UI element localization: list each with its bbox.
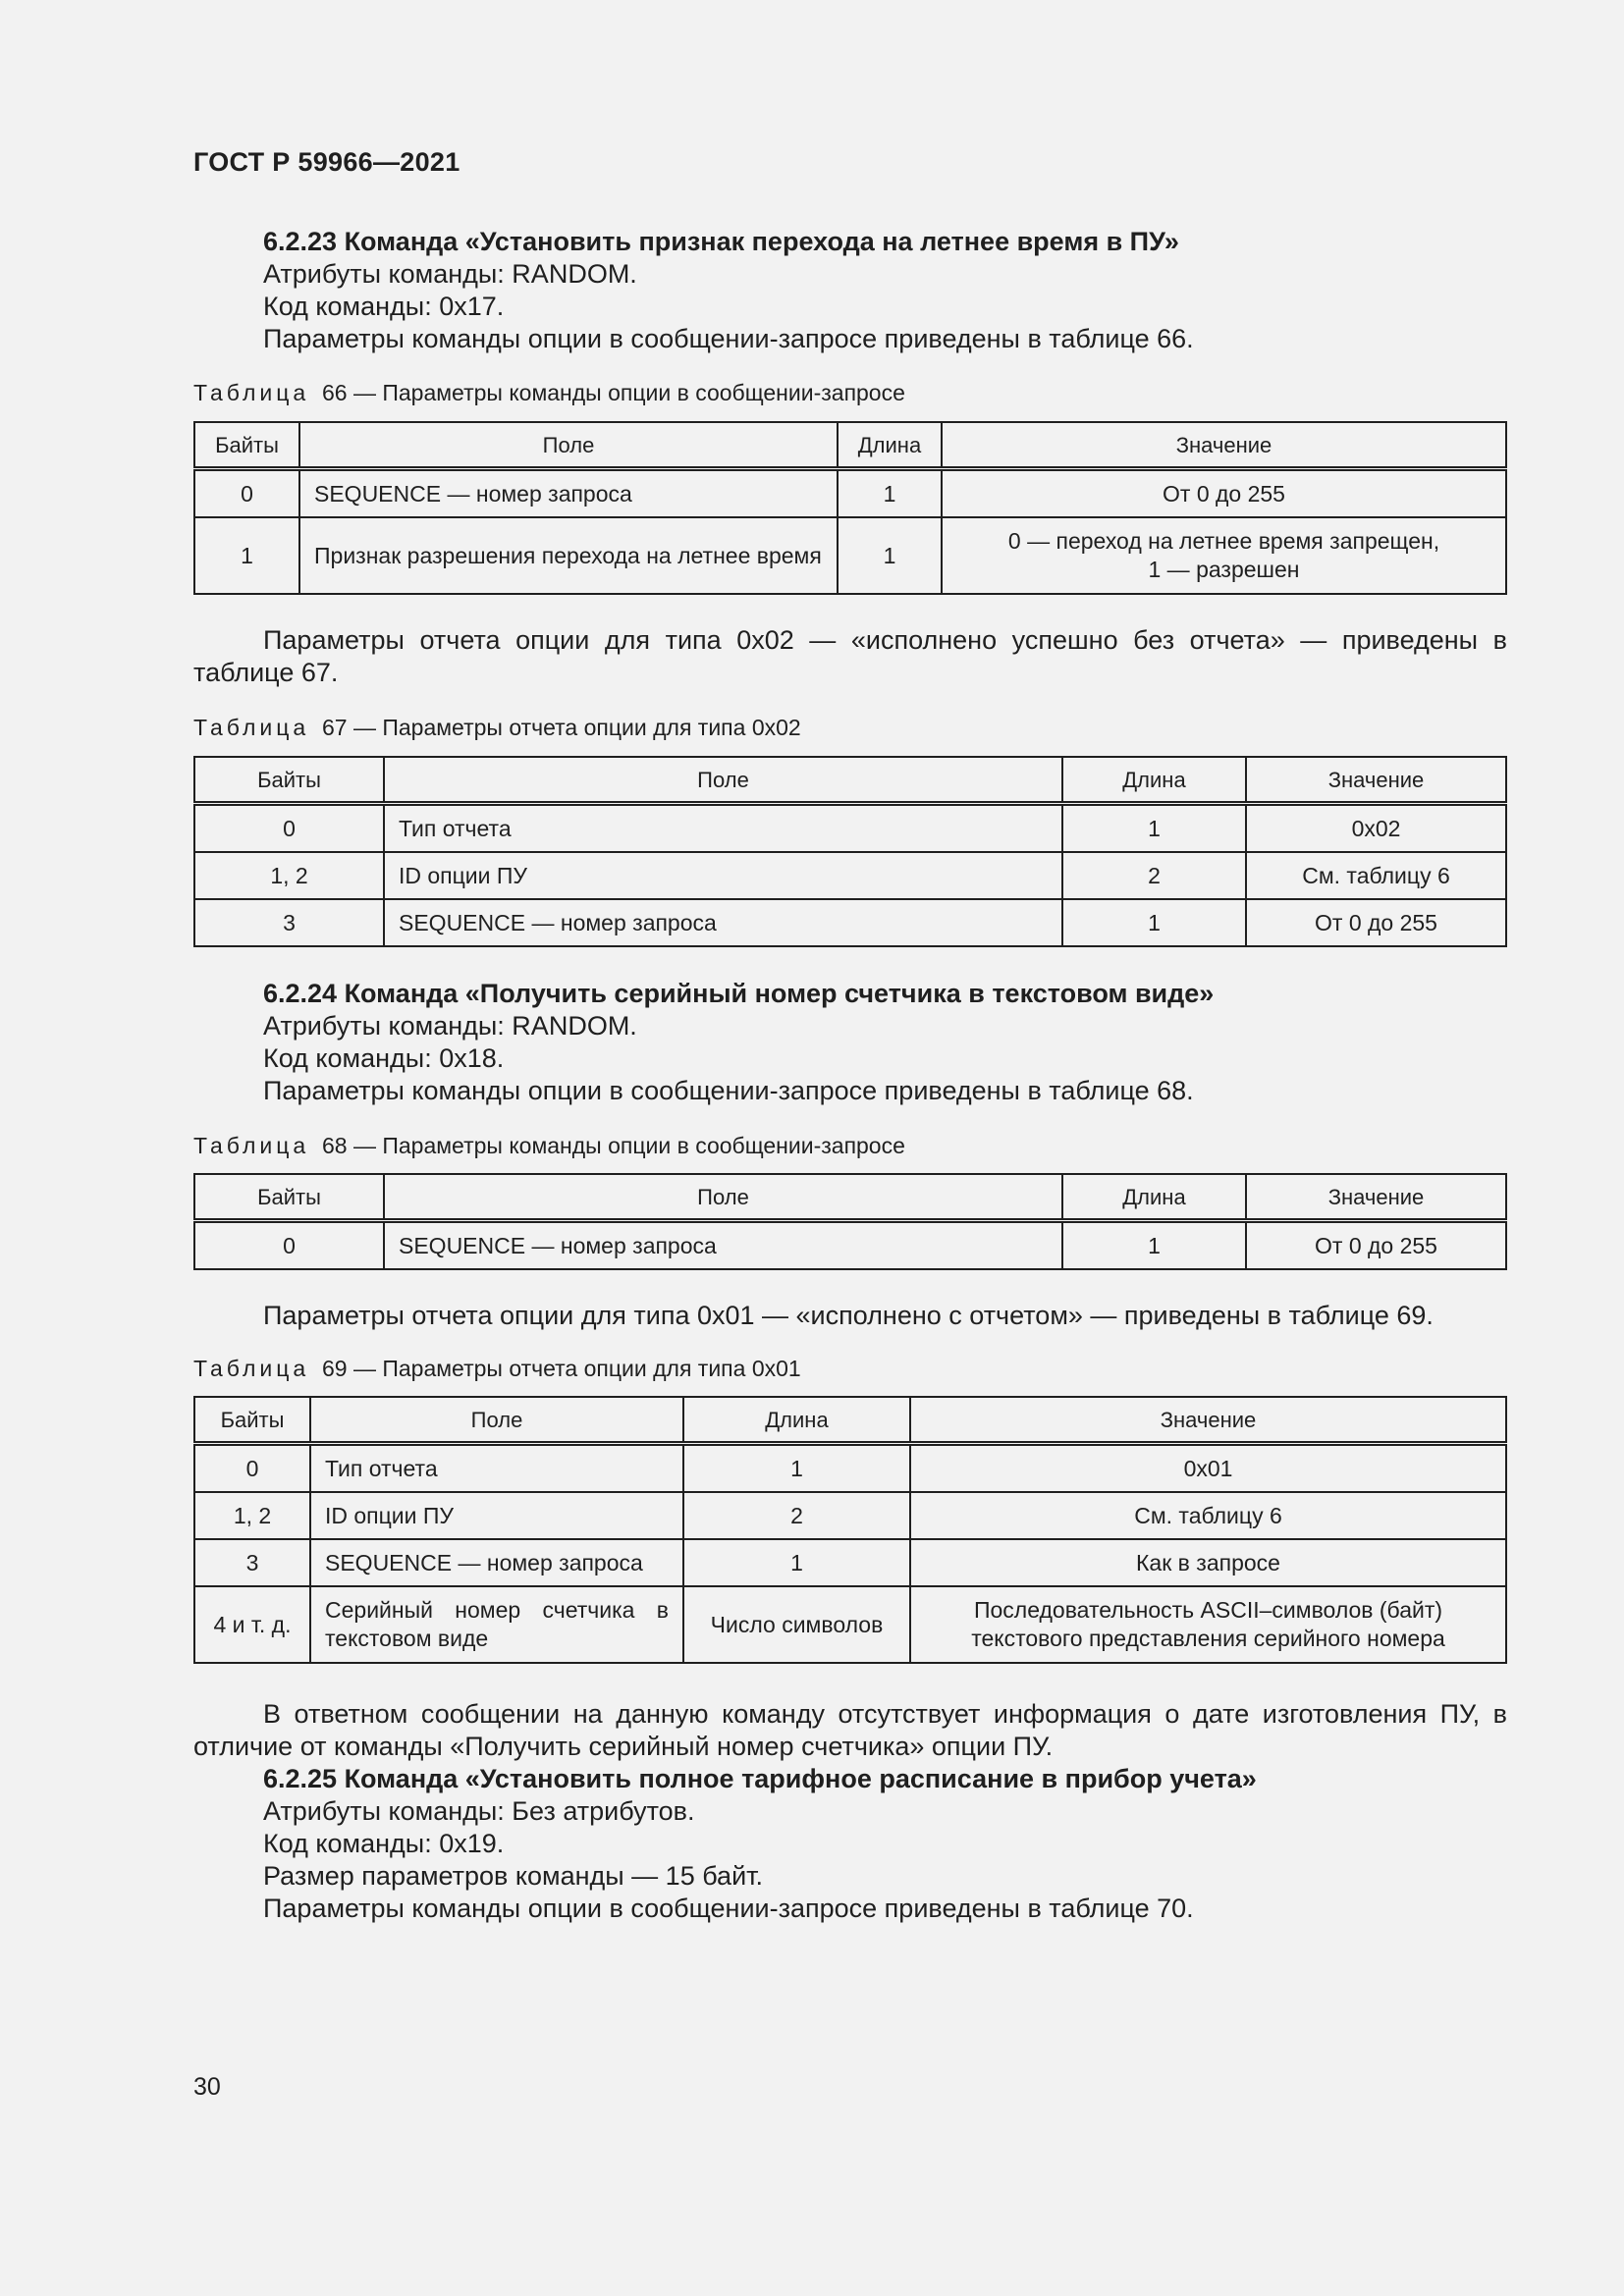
table-cell: От 0 до 255 bbox=[942, 469, 1506, 518]
table-68 bbox=[193, 1173, 1507, 1270]
column-header: Длина bbox=[1062, 1174, 1246, 1221]
caption-word: Таблица bbox=[193, 1133, 310, 1158]
table-row bbox=[194, 1539, 1506, 1586]
table-cell: 0 bbox=[194, 1444, 310, 1493]
table-cell: От 0 до 255 bbox=[1246, 899, 1506, 946]
column-header: Длина bbox=[683, 1397, 910, 1444]
caption-text: 66 — Параметры команды опции в сообщении-запросе bbox=[321, 380, 905, 405]
command-attributes: Атрибуты команды: RANDOM. bbox=[263, 1011, 637, 1041]
table-row bbox=[194, 469, 1506, 518]
table-cell: 1 bbox=[683, 1539, 910, 1586]
table-cell: 4 и т. д. bbox=[194, 1586, 310, 1663]
command-params-size: Размер параметров команды — 15 байт. bbox=[263, 1861, 764, 1891]
table-cell: От 0 до 255 bbox=[1246, 1221, 1506, 1270]
command-params-text: Параметры команды опции в сообщении-запросе приведены в таблице 70. bbox=[263, 1894, 1194, 1923]
table-cell: 0x01 bbox=[910, 1444, 1506, 1493]
command-code: Код команды: 0x18. bbox=[263, 1043, 505, 1073]
section-6-2-23 bbox=[193, 226, 1507, 355]
table-cell: 0 bbox=[194, 1221, 384, 1270]
column-header: Поле bbox=[299, 422, 838, 469]
command-code: Код команды: 0x19. bbox=[263, 1829, 505, 1858]
table-cell: Тип отчета bbox=[384, 804, 1062, 853]
caption-text: 69 — Параметры отчета опции для типа 0x01 bbox=[321, 1356, 801, 1381]
table-row bbox=[194, 517, 1506, 594]
table-cell: 3 bbox=[194, 899, 384, 946]
section-heading: 6.2.24 Команда «Получить серийный номер счетчика в текстовом виде» bbox=[263, 979, 1215, 1008]
table-cell: 2 bbox=[683, 1492, 910, 1539]
table-cell: Как в запросе bbox=[910, 1539, 1506, 1586]
table-cell: 1 bbox=[838, 469, 942, 518]
table-cell: ID опции ПУ bbox=[310, 1492, 683, 1539]
caption-word: Таблица bbox=[193, 715, 310, 740]
command-attributes: Атрибуты команды: RANDOM. bbox=[263, 259, 637, 289]
caption-word: Таблица bbox=[193, 380, 310, 405]
column-header: Байты bbox=[194, 1397, 310, 1444]
column-header: Значение bbox=[1246, 757, 1506, 804]
table-row bbox=[194, 852, 1506, 899]
table-row bbox=[194, 1221, 1506, 1270]
table-66 bbox=[193, 421, 1507, 595]
caption-text: 67 — Параметры отчета опции для типа 0x02 bbox=[321, 715, 801, 740]
table-row bbox=[194, 1492, 1506, 1539]
table-cell: Последовательность ASCII–символов (байт) текстового представления серийного номера bbox=[910, 1586, 1506, 1663]
table-69 bbox=[193, 1396, 1507, 1664]
command-params-text: Параметры команды опции в сообщении-запросе приведены в таблице 66. bbox=[263, 324, 1194, 353]
table-cell: ID опции ПУ bbox=[384, 852, 1062, 899]
table-cell: 1 bbox=[1062, 1221, 1246, 1270]
table-cell: 1, 2 bbox=[194, 852, 384, 899]
table-cell: SEQUENCE — номер запроса bbox=[310, 1539, 683, 1586]
column-header: Длина bbox=[1062, 757, 1246, 804]
command-code: Код команды: 0x17. bbox=[263, 292, 505, 321]
paragraph-after-table-69 bbox=[193, 1698, 1507, 1925]
table-cell: 1 bbox=[1062, 899, 1246, 946]
table-row bbox=[194, 804, 1506, 853]
column-header: Значение bbox=[942, 422, 1506, 469]
table-68-caption bbox=[193, 1132, 1507, 1159]
column-header: Байты bbox=[194, 422, 299, 469]
table-cell: 2 bbox=[1062, 852, 1246, 899]
section-heading: 6.2.23 Команда «Установить признак перехода на летнее время в ПУ» bbox=[263, 227, 1179, 256]
column-header: Поле bbox=[384, 1174, 1062, 1221]
column-header: Длина bbox=[838, 422, 942, 469]
page-number: 30 bbox=[193, 2073, 221, 2101]
table-cell: Серийный номер счетчика в текстовом виде bbox=[310, 1586, 683, 1663]
table-row bbox=[194, 1444, 1506, 1493]
paragraph: В ответном сообщении на данную команду отсутствует информация о дате изготовления ПУ, в отличие от команды «Получить серийный номер счетчика» опции ПУ. bbox=[193, 1699, 1507, 1761]
table-cell: 0 bbox=[194, 804, 384, 853]
command-params-text: Параметры команды опции в сообщении-запросе приведены в таблице 68. bbox=[263, 1076, 1194, 1105]
command-attributes: Атрибуты команды: Без атрибутов. bbox=[263, 1796, 695, 1826]
column-header: Байты bbox=[194, 757, 384, 804]
table-cell: См. таблицу 6 bbox=[1246, 852, 1506, 899]
table-row bbox=[194, 899, 1506, 946]
table-cell: 1 bbox=[838, 517, 942, 594]
table-cell: 1, 2 bbox=[194, 1492, 310, 1539]
caption-text: 68 — Параметры команды опции в сообщении-запросе bbox=[321, 1133, 905, 1158]
paragraph-table-69-intro bbox=[193, 1300, 1507, 1332]
table-cell: 0x02 bbox=[1246, 804, 1506, 853]
table-67-caption bbox=[193, 714, 1507, 741]
column-header: Значение bbox=[1246, 1174, 1506, 1221]
section-heading: 6.2.25 Команда «Установить полное тарифное расписание в прибор учета» bbox=[263, 1764, 1257, 1793]
table-cell: 1 bbox=[194, 517, 299, 594]
table-cell: См. таблицу 6 bbox=[910, 1492, 1506, 1539]
table-cell: 1 bbox=[1062, 804, 1246, 853]
table-cell: 1 bbox=[683, 1444, 910, 1493]
table-row bbox=[194, 1586, 1506, 1663]
paragraph: Параметры отчета опции для типа 0x01 — «исполнено с отчетом» — приведены в таблице 69. bbox=[263, 1301, 1434, 1330]
column-header: Байты bbox=[194, 1174, 384, 1221]
table-67 bbox=[193, 756, 1507, 947]
table-cell: SEQUENCE — номер запроса bbox=[299, 469, 838, 518]
cell-line: 1 — разрешен bbox=[1148, 557, 1300, 582]
table-cell: SEQUENCE — номер запроса bbox=[384, 899, 1062, 946]
column-header: Поле bbox=[310, 1397, 683, 1444]
table-cell: Признак разрешения перехода на летнее время bbox=[299, 517, 838, 594]
table-66-caption bbox=[193, 379, 1507, 406]
table-cell: Число символов bbox=[683, 1586, 910, 1663]
table-69-caption bbox=[193, 1355, 1507, 1382]
column-header: Значение bbox=[910, 1397, 1506, 1444]
section-6-2-24 bbox=[193, 978, 1507, 1107]
column-header: Поле bbox=[384, 757, 1062, 804]
cell-line: 0 — переход на летнее время запрещен, bbox=[1007, 528, 1440, 554]
paragraph: Параметры отчета опции для типа 0x02 — «исполнено успешно без отчета» — приведены в таблице 67. bbox=[193, 625, 1507, 687]
table-cell: 3 bbox=[194, 1539, 310, 1586]
table-cell bbox=[942, 517, 1506, 594]
table-cell: SEQUENCE — номер запроса bbox=[384, 1221, 1062, 1270]
caption-word: Таблица bbox=[193, 1356, 310, 1381]
table-cell: 0 bbox=[194, 469, 299, 518]
table-cell: Тип отчета bbox=[310, 1444, 683, 1493]
document-header: ГОСТ Р 59966—2021 bbox=[193, 147, 460, 177]
paragraph-table-67-intro bbox=[193, 624, 1507, 689]
